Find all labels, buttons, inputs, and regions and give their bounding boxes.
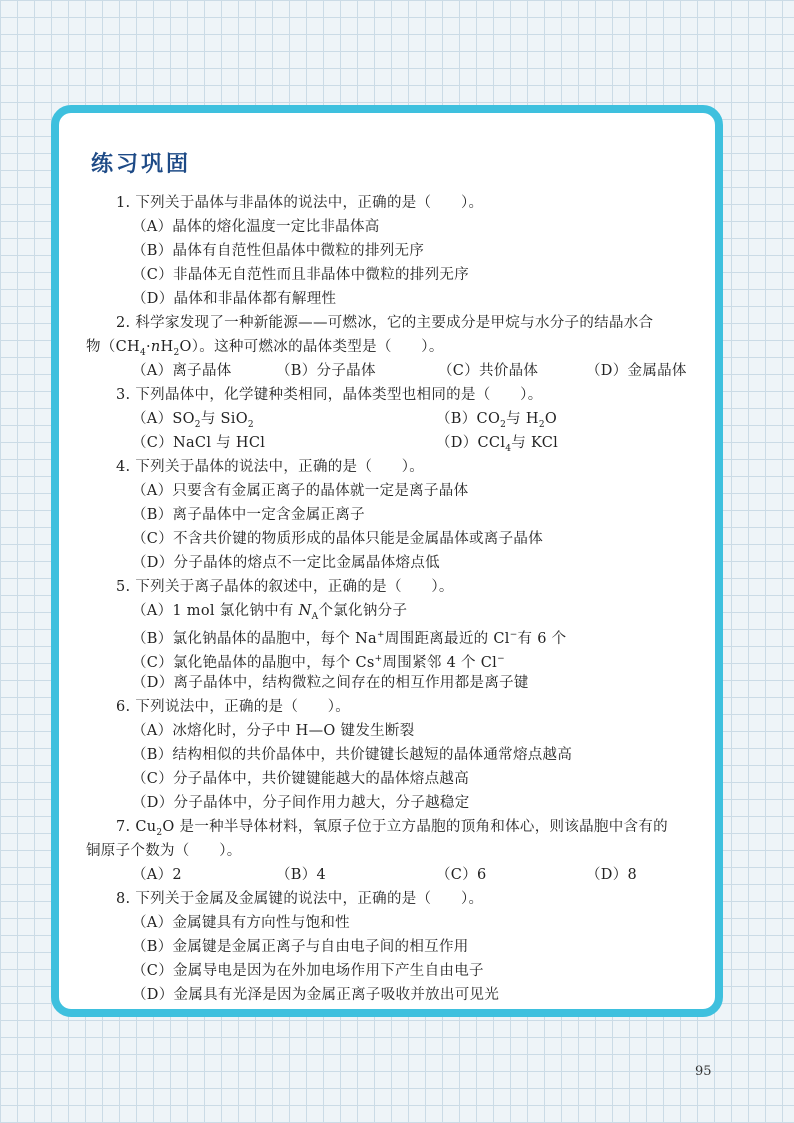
question-6-option-a: （A）冰熔化时，分子中 H—O 键发生断裂 xyxy=(132,723,415,739)
exercise-card xyxy=(51,105,723,1017)
question-6-option-c: （C）分子晶体中，共价键键能越大的晶体熔点越高 xyxy=(132,771,469,787)
question-5-option-b: （B）氯化钠晶体的晶胞中，每个 Na+周围距离最近的 Cl−有 6 个 xyxy=(132,630,567,647)
question-6-option-d: （D）分子晶体中，分子间作用力越大，分子越稳定 xyxy=(132,795,470,811)
question-2-option-a: （A）离子晶体 xyxy=(132,363,232,379)
question-2-option-c: （C）共价晶体 xyxy=(438,363,539,379)
question-8-stem: 8. 下列关于金属及金属键的说法中，正确的是（ ）。 xyxy=(116,891,484,907)
question-4-option-a: （A）只要含有金属正离子的晶体就一定是离子晶体 xyxy=(132,483,469,499)
question-5-option-d: （D）离子晶体中，结构微粒之间存在的相互作用都是离子键 xyxy=(132,675,529,691)
question-4-stem: 4. 下列关于晶体的说法中，正确的是（ ）。 xyxy=(116,459,425,475)
question-5-option-c: （C）氯化铯晶体的晶胞中，每个 Cs+周围紧邻 4 个 Cl− xyxy=(132,654,505,671)
question-4-option-c: （C）不含共价键的物质形成的晶体只能是金属晶体或离子晶体 xyxy=(132,531,543,547)
question-2-stem-line1: 2. 科学家发现了一种新能源——可燃冰，它的主要成分是甲烷与水分子的结晶水合 xyxy=(116,315,654,331)
question-5-option-a: （A）1 mol 氯化钠中有 $N_A$个氯化钠分子 xyxy=(132,603,408,622)
question-7-option-d: （D）8 xyxy=(586,867,638,883)
question-2-option-b: （B）分子晶体 xyxy=(276,363,376,379)
question-7-option-c: （C）6 xyxy=(436,867,487,883)
question-3-stem: 3. 下列晶体中，化学键种类相同，晶体类型也相同的是（ ）。 xyxy=(116,387,543,403)
question-3-option-a: $(A)SO_2$与 SiO$_2$ xyxy=(132,411,254,430)
question-1-option-d: （D）晶体和非晶体都有解理性 xyxy=(132,291,337,307)
question-7-stem-line1: 7. $Cu_2O$ 是一种半导体材料，氧原子位于立方晶胞的顶角和体心，则该晶胞中含有的 xyxy=(116,819,668,838)
question-1-option-b: （B）晶体有自范性但晶体中微粒的排列无序 xyxy=(132,243,425,259)
question-8-option-c: （C）金属导电是因为在外加电场作用下产生自由电子 xyxy=(132,963,484,979)
question-8-option-b: （B）金属键是金属正离子与自由电子间的相互作用 xyxy=(132,939,469,955)
question-7-option-b: （B）4 xyxy=(276,867,327,883)
question-3-option-d: （D）CCl$_4$与 KCl xyxy=(436,435,559,454)
section-title: 练习巩固 xyxy=(91,152,192,177)
question-1-stem: 1. 下列关于晶体与非晶体的说法中，正确的是（ ）。 xyxy=(116,195,484,211)
question-2-stem-line2: 物$(CH_4\cdot nH_2O)$。这种可燃冰的晶体类型是（ ）。 xyxy=(86,339,444,358)
question-2-option-d: （D）金属晶体 xyxy=(586,363,687,379)
question-8-option-a: （A）金属键具有方向性与饱和性 xyxy=(132,915,350,931)
question-1-option-a: （A）晶体的熔化温度一定比非晶体高 xyxy=(132,219,380,235)
question-4-option-b: （B）离子晶体中一定含金属正离子 xyxy=(132,507,365,523)
question-7-option-a: （A）2 xyxy=(132,867,182,883)
question-5-stem: 5. 下列关于离子晶体的叙述中，正确的是（ ）。 xyxy=(116,579,454,595)
question-4-option-d: （D）分子晶体的熔点不一定比金属晶体熔点低 xyxy=(132,555,440,571)
question-3-option-c: （C）NaCl 与 HCl xyxy=(132,435,266,451)
question-6-stem: 6. 下列说法中，正确的是（ ）。 xyxy=(116,699,351,715)
question-1-option-c: （C）非晶体无自范性而且非晶体中微粒的排列无序 xyxy=(132,267,469,283)
question-8-option-d: （D）金属具有光泽是因为金属正离子吸收并放出可见光 xyxy=(132,987,500,1003)
question-7-stem-line2: 铜原子个数为（ ）。 xyxy=(86,843,242,859)
question-3-option-b: $(B)CO_2$与 $H_2O$ xyxy=(436,411,558,430)
question-6-option-b: （B）结构相似的共价晶体中，共价键键长越短的晶体通常熔点越高 xyxy=(132,747,573,763)
page-number: 95 xyxy=(695,1064,712,1079)
